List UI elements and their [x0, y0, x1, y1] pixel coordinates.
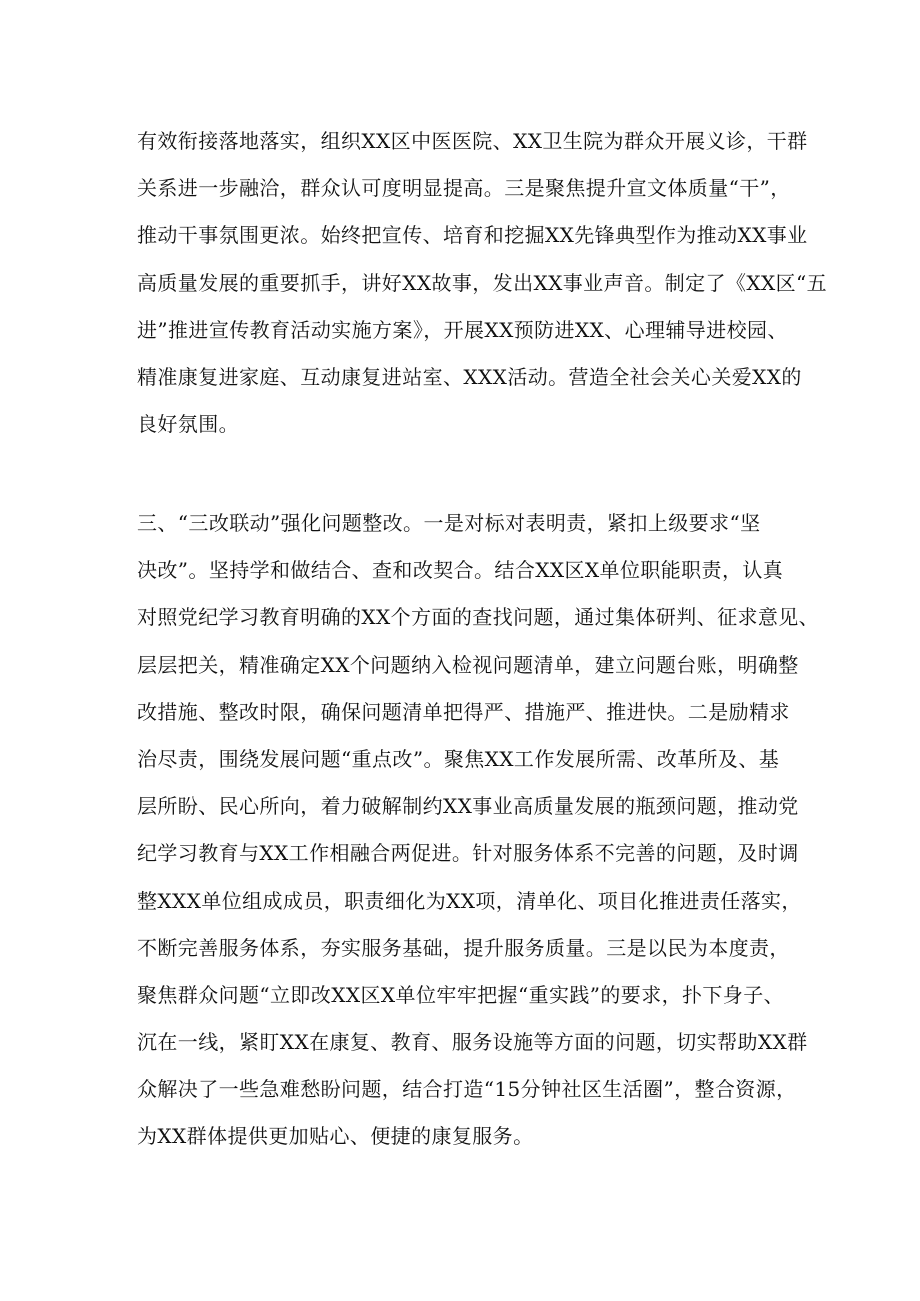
paragraph-2-line: 层所盼、民心所向，着力破解制约XX事业高质量发展的瓶颈问题，推动党: [137, 794, 799, 819]
paragraph-2-line: 整XXX单位组成成员，职责细化为XX项，清单化、项目化推进责任落实，: [137, 888, 802, 913]
paragraph-1: [137, 118, 828, 448]
paragraph-2-line: 为XX群体提供更加贴心、便捷的康复服务。: [137, 1124, 534, 1149]
paragraph-2: [137, 500, 820, 1161]
paragraph-1-line: 关系进一步融洽，群众认可度明显提高。三是聚焦提升宣文体质量“干”，: [137, 176, 791, 201]
paragraph-1-line: 精准康复进家庭、互动康复进站室、XXX活动。营造全社会关心关爱XX的: [137, 364, 802, 389]
paragraph-2-line: 治尽责，围绕发展问题“重点改”。聚焦XX工作发展所需、改革所及、基: [137, 746, 780, 771]
paragraph-1-line: 高质量发展的重要抓手，讲好XX故事，发出XX事业声音。制定了《XX区“五: [137, 270, 828, 295]
paragraph-1-line: 有效衔接落地落实，组织XX区中医医院、XX卫生院为群众开展义诊，干群: [137, 129, 808, 153]
paragraph-2-line: 沉在一线，紧盯XX在康复、教育、服务设施等方面的问题，切实帮助XX群: [137, 1030, 808, 1055]
paragraph-1-line: 良好氛围。: [137, 412, 239, 437]
paragraph-2-line: 纪学习教育与XX工作相融合两促进。针对服务体系不完善的问题，及时调: [137, 841, 799, 866]
paragraph-2-line: 改措施、整改时限，确保问题清单把得严、措施严、推进快。二是励精求: [137, 699, 790, 724]
paragraph-2-line: 三、“三改联动”强化问题整改。一是对标对表明责，紧扣上级要求“坚: [137, 511, 761, 535]
paragraph-2-line: 聚焦群众问题“立即改XX区X单位牢牢把握“重实践”的要求，扑下身子、: [137, 982, 784, 1007]
paragraph-2-line: 决改”。坚持学和做结合、查和改契合。结合XX区X单位职能职责，认真: [137, 558, 784, 583]
paragraph-2-line: 不断完善服务体系，夯实服务基础，提升服务质量。三是以民为本度责，: [137, 935, 790, 960]
paragraph-2-line: 层层把关，精准确定XX个问题纳入检视问题清单，建立问题台账，明确整: [137, 652, 799, 677]
paragraph-2-line: 对照党纪学习教育明确的XX个方面的查找问题，通过集体研判、征求意见、: [137, 605, 820, 630]
paragraph-1-line: 进”推进宣传教育活动实施方案》，开展XX预防进XX、心理辅导进校园、: [137, 317, 788, 342]
paragraph-2-line: 众解决了一些急难愁盼问题，结合打造“15分钟社区生活圈”，整合资源，: [137, 1077, 797, 1102]
paragraph-1-line: 推动干事氛围更浓。始终把宣传、培育和挖掘XX先锋典型作为推动XX事业: [137, 223, 808, 248]
